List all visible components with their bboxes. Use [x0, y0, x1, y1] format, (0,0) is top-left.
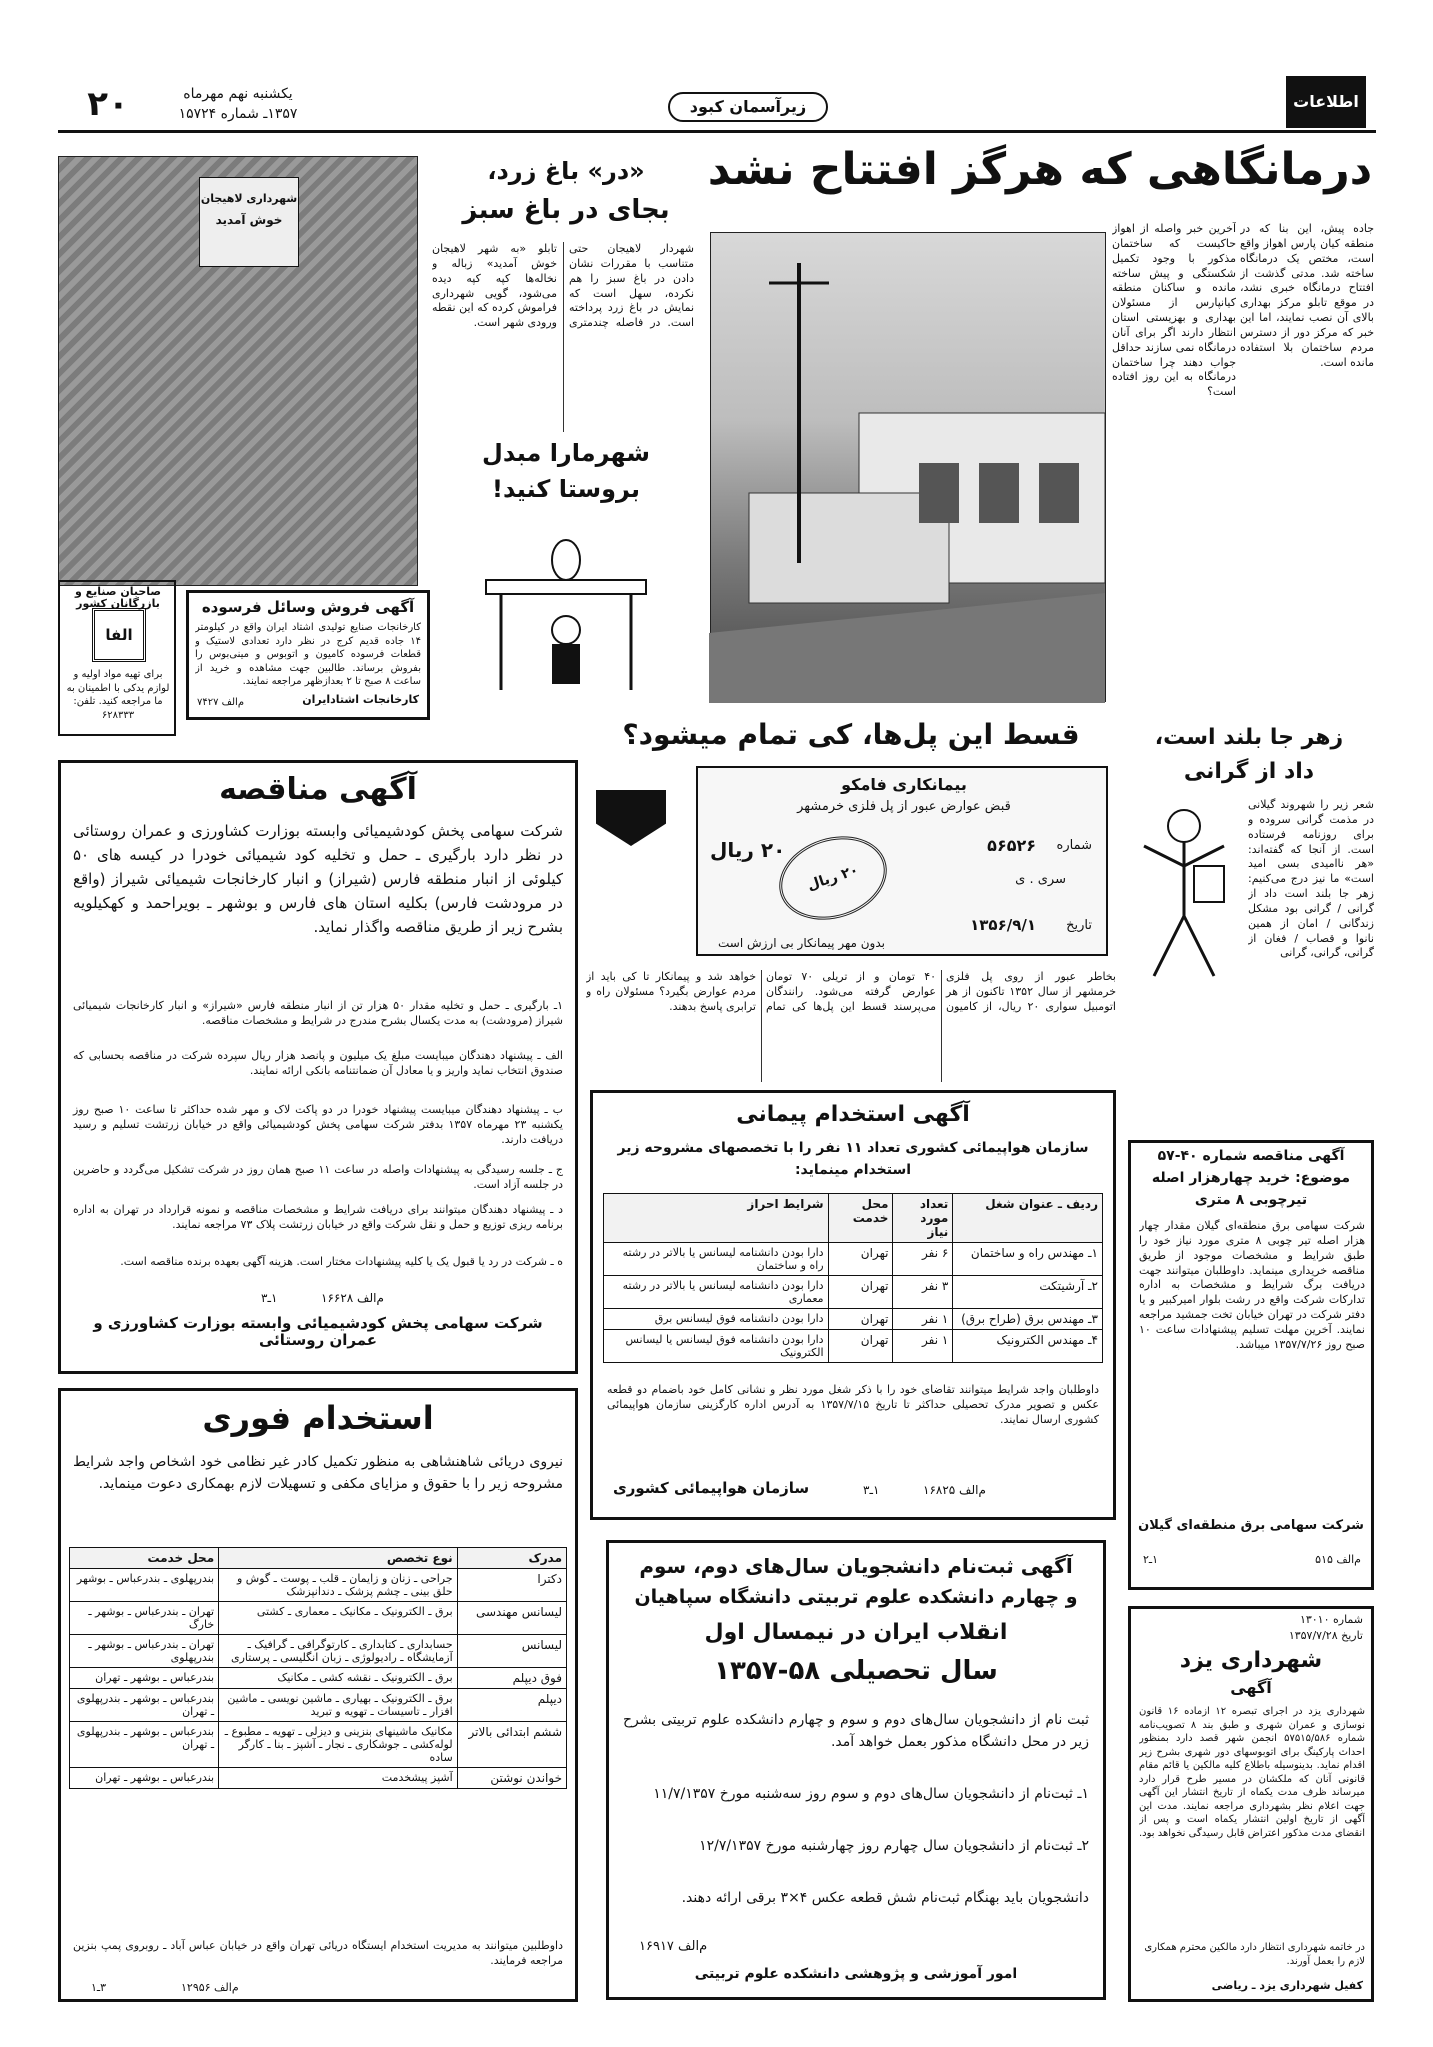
cell: ۲ـ آرشیتکت	[953, 1276, 1103, 1309]
cell: دکترا	[457, 1569, 566, 1602]
table-row	[604, 1276, 1103, 1309]
yazd-ad	[1128, 1606, 1374, 2002]
clinic-building-photo	[710, 232, 1106, 702]
table-row	[604, 1309, 1103, 1330]
aviation-header-location: محل خدمت	[828, 1194, 893, 1243]
urgent-ref-series: ۳ـ۱	[91, 1981, 107, 1994]
cell: تهران	[828, 1243, 893, 1276]
vehicle-sale-ref: م‌الف ۷۴۲۷	[197, 697, 245, 708]
vehicle-sale-title: آگهی فروش وسائل فرسوده	[201, 598, 415, 616]
gilan-subject-2: تیرچوبی ۸ متری	[1194, 1192, 1308, 1208]
table-row	[604, 1330, 1103, 1363]
cell: دارا بودن دانشنامه لیسانس یا بالاتر در رشته راه و ساختمان	[604, 1243, 829, 1276]
stamp-amount: ۲۰ ریال	[805, 862, 861, 894]
receipt-serial-label: شماره	[1056, 838, 1092, 853]
tender-item-1: ۱ـ بارگیری ـ حمل و تخلیه مقدار ۵۰ هزار تن از انبار منطقه فارس «شیراز» و انبار کارخانجات شیمیائی شیراز (مرودشت) به مدت یکسال بشرح مندرج در شرایط و مشخصات مناقصه.	[73, 999, 563, 1027]
aviation-table	[603, 1193, 1103, 1363]
aviation-signature: سازمان هواپیمائی کشوری	[613, 1479, 810, 1497]
tender-ref: م‌الف ۱۶۶۲۸	[321, 1291, 384, 1305]
yazd-number: شماره ۱۳۰۱۰	[1299, 1613, 1363, 1626]
cell: حسابداری ـ کتابداری ـ کارتوگرافی ـ گرافیک ـ آزمایشگاه ـ رادیولوژی ـ زبان انگلیسی ـ پرستاری	[219, 1635, 458, 1668]
installments-headline: قسط این پل‌ها، کی تمام میشود؟	[622, 718, 1080, 751]
table-row	[70, 1668, 567, 1689]
cell: بندرپهلوی ـ بندرعباس ـ بوشهر	[70, 1569, 219, 1602]
gilan-title: آگهی مناقصه شماره ۴۰-۵۷	[1157, 1148, 1345, 1164]
lamp-cartoon	[466, 520, 666, 700]
urgent-footer: داوطلبین میتوانند به مدیریت استخدام ایستگاه دریائی تهران واقع در خیابان عباس آباد ـ روبروی پمپ بنزین مراجعه فرمایند.	[73, 1939, 563, 1967]
cell: ۴ـ مهندس الکترونیک	[953, 1330, 1103, 1363]
bagh-text: شهردار لاهیجان حتی متناسب با مقررات نشان دادن در باغ سبز را هم نکرده، سهل است که نمایش در باغ زرد پرداخته است. در فاصله چندمتری تابلو «به شهر لاهیجان خوش آمدید» زباله و نخاله‌ها کپه کپه دیده می‌شود، گویی شهرداری فراموش کرده که این نقطه ورودی شهر است.	[432, 242, 694, 330]
aviation-header-count: تعداد مورد نیاز	[893, 1194, 953, 1243]
left-ad-title: صاحبان صنایع و بازرگانان کشور	[74, 585, 162, 611]
gilan-tender-ad	[1128, 1140, 1374, 1590]
sharmaram-headline-2: بروستا کنید!	[492, 475, 640, 503]
yazd-footer: در خاتمه شهرداری انتظار دارد مالکین محترم همکاری لازم را بعمل آورند.	[1144, 1942, 1365, 1967]
aviation-header-title: ردیف ـ عنوان شغل	[953, 1194, 1103, 1243]
table-row	[70, 1689, 567, 1722]
bagh-headline-1: «در» باغ زرد،	[487, 157, 645, 185]
cell: بندرعباس ـ بوشهر ـ بندرپهلوی ـ تهران	[70, 1689, 219, 1722]
cell: دارا بودن دانشنامه لیسانس یا بالاتر در رشته معماری	[604, 1276, 829, 1309]
urgent-header-location: محل خدمت	[70, 1548, 219, 1569]
sign-line-2: خوش آمدید	[215, 213, 283, 227]
cell: ۱ نفر	[893, 1330, 953, 1363]
aviation-title: آگهی استخدام پیمانی	[736, 1102, 970, 1127]
table-row	[70, 1602, 567, 1635]
cell: مکانیک ماشینهای بنزینی و دیزلی ـ تهویه ـ مطبوع ـ لوله‌کشی ـ جوشکاری ـ نجار ـ آشپز ـ بنا ـ کارگر ساده	[219, 1722, 458, 1768]
table-row	[70, 1635, 567, 1668]
university-intro: ثبت نام از دانشجویان سال‌های دوم و سوم و چهارم دانشکده علوم تربیتی بشرح زیر در محل دانشگاه مذکور بعمل خواهد آمد.	[623, 1712, 1089, 1751]
bagh-headline-2: بجای در باغ سبز	[462, 195, 670, 225]
gilan-subject-1: موضوع: خرید چهارهزار اصله	[1151, 1170, 1351, 1186]
issue-line: ۱۳۵۷ـ شماره ۱۵۷۲۴	[178, 106, 298, 122]
cell: جراحی ـ زنان و زایمان ـ قلب ـ پوست ـ گوش و حلق بینی ـ چشم پزشک ـ دندانپزشک	[219, 1569, 458, 1602]
vehicle-sale-ad	[186, 590, 430, 720]
urgent-table-header	[70, 1548, 567, 1569]
gilan-ref-series: ۱ـ۲	[1143, 1553, 1159, 1566]
bridge-receipt	[696, 766, 1108, 956]
cell: آشپز پیشخدمت	[219, 1768, 458, 1789]
cell: دارا بودن دانشنامه فوق لیسانس برق	[604, 1309, 829, 1330]
university-item-2: ۲ـ ثبت‌نام از دانشجویان سال چهارم روز چهارشنبه مورخ ۱۲/۷/۱۳۵۷	[699, 1838, 1089, 1854]
building-illustration	[709, 233, 1105, 703]
aviation-table-wrap	[603, 1193, 1103, 1363]
cell: خواندن نوشتن	[457, 1768, 566, 1789]
receipt-serial: ۵۶۵۲۶	[987, 836, 1036, 855]
table-row	[70, 1569, 567, 1602]
tender-title: آگهی مناقصه	[219, 772, 417, 807]
receipt-stamp	[768, 823, 897, 933]
tender-ref-series: ۱ـ۳	[261, 1291, 278, 1305]
yazd-title: شهرداری یزد	[1179, 1648, 1323, 1673]
urgent-header-specialty: نوع تخصص	[219, 1548, 458, 1569]
receipt-amount: ۲۰ ریال	[710, 838, 786, 862]
sign-line-1: شهرداری لاهیجان	[200, 192, 298, 205]
gilan-ref: م‌الف ۵۱۵	[1315, 1553, 1361, 1566]
cell: ۱ـ مهندس راه و ساختمان	[953, 1243, 1103, 1276]
urgent-ref: م‌الف ۱۲۹۵۶	[181, 1981, 239, 1994]
tender-signature: شرکت سهامی پخش کودشیمیائی وابسته بوزارت کشاورزی و عمران روستائی	[93, 1314, 543, 1349]
sharmaram-story	[438, 440, 694, 720]
cell: دیپلم	[457, 1689, 566, 1722]
vehicle-sale-signature: کارخانجات اشتادایران	[302, 693, 419, 706]
university-signature: امور آموزشی و پژوهشی دانشکده علوم تربیتی	[694, 1966, 1018, 1982]
masthead	[58, 84, 1376, 128]
cell: ۶ نفر	[893, 1243, 953, 1276]
poison-headline-1: زهر جا بلند است،	[1154, 725, 1344, 750]
welcome-sign	[199, 177, 299, 267]
date-line: یکشنبه نهم مهرماه	[183, 86, 293, 102]
aviation-subtitle: سازمان هواپیمائی کشوری تعداد ۱۱ نفر را با تخصصهای مشروحه زیر استخدام مینماید:	[617, 1140, 1089, 1179]
installments-story	[586, 720, 1116, 1085]
receipt-date-label: تاریخ	[1066, 918, 1092, 933]
receipt-footer: بدون مهر پیمانکار بی ارزش است	[718, 936, 885, 950]
table-row	[604, 1243, 1103, 1276]
aviation-ref: م‌الف ۱۶۸۲۵	[923, 1483, 986, 1497]
tender-item-3: ب ـ پیشنهاد دهندگان میبایست پیشنهاد خودرا در دو پاکت لاک و مهر شده حداکثر تا ساعت ۱۰ صبح روز یکشنبه ۲۳ مهرماه ۱۳۵۷ بدفتر شرکت سهامی پخش کودشیمیائی واقع در خیابان زرتشت تسلیم و رسید دریافت دارند.	[73, 1103, 563, 1146]
tender-item-5: د ـ پیشنهاد دهندگان میتوانند برای دریافت شرایط و مشخصات مناقصه و نمونه قرارداد در تهران به اداره برنامه ریزی توزیع و حمل و نقل شرکت واقع در خیابان زرتشت پلاک ۷۳ مراجعه نمایند.	[73, 1203, 563, 1231]
yazd-date: تاریخ ۱۳۵۷/۷/۲۸	[1288, 1629, 1363, 1642]
cell: فوق دیپلم	[457, 1668, 566, 1689]
urgent-hiring-ad	[58, 1388, 578, 2002]
left-ad	[58, 580, 176, 736]
receipt-series: سری . ی	[1015, 872, 1066, 887]
cell: بندرعباس ـ بوشهر ـ تهران	[70, 1668, 219, 1689]
cell: برق ـ الکترونیک ـ مکانیک ـ معماری ـ کشتی	[219, 1602, 458, 1635]
table-row	[70, 1722, 567, 1768]
receipt-date: ۱۳۵۶/۹/۱	[970, 916, 1036, 934]
poison-headline-2: داد از گرانی	[1183, 759, 1315, 784]
cell: تهران	[828, 1330, 893, 1363]
cell: تهران ـ بندرعباس ـ بوشهر ـ بندرپهلوی	[70, 1635, 219, 1668]
receipt-arrow	[596, 790, 666, 846]
cell: تهران	[828, 1276, 893, 1309]
sharmaram-headline-1: شهرمارا مبدل	[482, 439, 650, 467]
clinic-col-1: جاده پیش، این بنا که در منطقه کیان پارس اهواز واقع است، مختص یک درمانگاه ساخته شد. مدتی گذشت از افتتاح درمانگاه خبری نشد، در موقع تابلو مرکز بهداری بالای آن نصب نمایند، اما این خبر که مرکز دور از دسترس مردم ساختمان بلا استفاده مانده است.	[1240, 222, 1374, 369]
aviation-header-requirements: شرایط احراز	[604, 1194, 829, 1243]
tender-intro: شرکت سهامی پخش کودشیمیائی وابسته بوزارت کشاورزی و عمران روستائی در نظر دارد بارگیری ـ حمل و تخلیه کود شیمیائی خودرا در کیسه های ۵۰ کیلوئی از انبار منطقه فارس (شیراز) و انبار کارخانجات شیمیائی شیراز (واقع در مرودشت فارس) بکلیه استان های فارس و بوشهر ـ بویراحمد و کهکیلویه بشرح زیر از طریق مناقصه واگذار نماید.	[73, 822, 563, 936]
cell: تهران	[828, 1309, 893, 1330]
newspaper-logo: اطلاعات	[1286, 76, 1366, 128]
cell: ششم ابتدائی بالاتر	[457, 1722, 566, 1768]
vehicle-sale-text: کارخانجات صنایع تولیدی اشتاد ایران واقع در کیلومتر ۱۴ جاده قدیم کرج در نظر دارد تعدادی لاستیک و قطعات فرسوده کامیون و اتوبوس و مینی‌بوس را بفروش برساند. طالبین جهت مشاهده و خرید از ساعت ۸ صبح تا ۲ بعدازظهر مراجعه نمایند.	[195, 622, 421, 687]
yazd-signature: کفیل شهرداری یزد ـ ریاضی	[1211, 1979, 1363, 1992]
receipt-subtitle: قبض عوارض عبور از پل فلزی خرمشهر	[797, 799, 1011, 814]
yazd-subtitle: آگهی	[1230, 1678, 1272, 1697]
urgent-intro: نیروی دریائی شاهنشاهی به منظور تکمیل کادر غیر نظامی خود اشخاص واجد شرایط مشروحه زیر را با حقوق و مزایای مکفی و تسهیلات لازم بهمکاری دعوت مینماید.	[73, 1454, 563, 1493]
urgent-table-wrap	[69, 1547, 567, 1789]
left-ad-logo: الفا	[92, 608, 146, 662]
university-title-4: سال تحصیلی ۵۸-۱۳۵۷	[714, 1656, 998, 1686]
cell: بندرعباس ـ بوشهر ـ بندرپهلوی ـ تهران	[70, 1722, 219, 1768]
cell: ۱ نفر	[893, 1309, 953, 1330]
yazd-text: شهرداری یزد در اجرای تبصره ۱۲ ازماده ۱۶ قانون نوسازی و عمران شهری و طبق بند ۸ تصویب‌نامه شماره ۵۷۵۱۵/۵۸۶ انجمن شهر قصد دارد بمنظور احداث پارکینگ برای اتوبوسهای دور شهری بشرح زیر اقدام نماید. بدینوسیله باطلاع کلیه مالکین یا قائم مقام قانونی آنان که ملکشان در مسیر طرح قرار دارد میرساند ظرف مدت یکماه از تاریخ انتشار این آگهی جهت اعلام نظر بشهرداری مراجعه نمایند. مدت این آگهی از تاریخ اولین انتشار یکماه است و پس از انقضای مدت مذکور اعتراض قابل رسیدگی نخواهد بود.	[1139, 1706, 1365, 1839]
tender-item-6: ه ـ شرکت در رد یا قبول یک یا کلیه پیشنهادات مختار است. هزینه آگهی بعهده برنده مناقصه است.	[120, 1255, 563, 1268]
installments-text: بخاطر عبور از روی پل فلزی خرمشهر از سال ۱۳۵۲ تاکنون از هر اتومبیل سواری ۲۰ ریال، از کامیون ۴۰ تومان و از تریلی ۷۰ تومان عوارض گرفته می‌شود. رانندگان می‌پرسند قسط این پل‌ها کی تمام خواهد شد و پیمانکار تا کی باید از مردم عوارض بگیرد؟ مسئولان راه و ترابری پاسخ بدهند.	[586, 970, 1116, 1013]
masthead-rule	[58, 130, 1376, 133]
cell: لیسانس مهندسی	[457, 1602, 566, 1635]
clinic-headline: درمانگاهی که هرگز افتتاح نشد	[707, 144, 1373, 195]
aviation-table-header	[604, 1194, 1103, 1243]
university-item-1: ۱ـ ثبت‌نام از دانشجویان سال‌های دوم و سوم روز سه‌شنبه مورخ ۱۱/۷/۱۳۵۷	[653, 1786, 1089, 1802]
urgent-table	[69, 1547, 567, 1789]
tender-ad	[58, 760, 578, 1374]
cell: دارا بودن دانشنامه فوق لیسانس یا لیسانس الکترونیک	[604, 1330, 829, 1363]
poison-text: شعر زیر را شهروند گیلانی در مذمت گرانی سروده و برای روزنامه فرستاده است. از آنجا که گفته‌اند: «هر ناامیدی بسی امید است» ما نیز درج می‌کنیم: زهر جا بلند است داد از گرانی / گرانی بود مشکل زندگانی / امان از همین نانوا و قصاب / فغان از گرانی، گرانی، گرانی	[1248, 798, 1374, 960]
clinic-col-2: آخرین خبر واصله از اهواز حاکیست که ساختمان مذکور با وجود تکمیل شکستگی و پیش ساخته مانده و ساکنان منطقه کیانپارس از مسئولان بهداری و بهزیستی استان انتظار دارند اگر برای آنان درمانگاه نمی سازند حداقل جواب دهند چرا ساختمان درمانگاه به این روز افتاده است؟	[1112, 222, 1236, 399]
bagh-garbage-photo	[58, 156, 418, 586]
table-row	[70, 1768, 567, 1789]
cell: ۳ـ مهندس برق (طراح برق)	[953, 1309, 1103, 1330]
aviation-ref-series: ۱ـ۳	[863, 1483, 880, 1497]
cell: ۳ نفر	[893, 1276, 953, 1309]
university-title-3: انقلاب ایران در نیمسال اول	[704, 1620, 1008, 1645]
page-number: ۲۰	[87, 84, 129, 124]
cell: برق ـ الکترونیک ـ بهیاری ـ ماشین نویسی ـ ماشین افزار ـ تاسیسات ـ تهویه و تبرید	[219, 1689, 458, 1722]
gilan-text: شرکت سهامی برق منطقه‌ای گیلان مقدار چهار هزار اصله تیر چوبی ۸ متری مورد نیاز خود را طبق شرایط و مشخصات موجود از طریق مناقصه خریداری مینماید. داوطلبان میتوانند جهت دریافت برگ شرایط و مشخصات به اداره تدارکات شرکت واقع در رشت بلوار امیرکبیر و یا دفتر شرکت در تهران خیابان تخت جمشید مراجعه نمایند. آخرین مهلت تسلیم پیشنهادات ساعت ۱۰ صبح روز ۱۳۵۷/۷/۲۶ میباشد.	[1139, 1219, 1365, 1351]
university-title-1: آگهی ثبت‌نام دانشجویان سال‌های دوم، سوم	[639, 1554, 1073, 1578]
urgent-title: استخدام فوری	[202, 1399, 434, 1437]
poison-cartoon	[1124, 796, 1244, 996]
cell: لیسانس	[457, 1635, 566, 1668]
poison-story	[1124, 716, 1374, 1136]
cell: برق ـ الکترونیک ـ نقشه کشی ـ مکانیک	[219, 1668, 458, 1689]
tender-item-2: الف ـ پیشنهاد دهندگان میبایست مبلغ یک میلیون و پانصد هزار ریال سپرده شرکت در مناقصه بحسابی که صندوق انتخاب نماید واریز و یا معادل آن ضمانتنامه بانکی ارائه نمایند.	[73, 1049, 563, 1077]
university-title-2: و چهارم دانشکده علوم تربیتی دانشگاه سپاهیان	[634, 1586, 1078, 1608]
cell: بندرعباس ـ بوشهر ـ تهران	[70, 1768, 219, 1789]
tender-item-4: ج ـ جلسه رسیدگی به پیشنهادات واصله در ساعت ۱۱ صبح همان روز در شرکت تشکیل می‌گردد و حاضرین در جلسه آزاد است.	[73, 1163, 563, 1191]
aviation-ad	[590, 1090, 1116, 1520]
aviation-footer: داوطلبان واجد شرایط میتوانند تقاضای خود را با ذکر شغل مورد نظر و نشانی کامل خود باضمام دو قطعه عکس و تصویر مدرک تحصیلی حداکثر تا تاریخ ۱۳۵۷/۷/۱۵ به آدرس اداره کارگزینی سازمان هواپیمائی کشوری ارسال نمایند.	[607, 1383, 1099, 1426]
gilan-signature: شرکت سهامی برق منطقه‌ای گیلان	[1138, 1518, 1364, 1533]
cell: تهران ـ بندرعباس ـ بوشهر ـ خارگ	[70, 1602, 219, 1635]
university-ref: م‌الف ۱۶۹۱۷	[639, 1939, 708, 1954]
university-item-3: دانشجویان باید بهنگام ثبت‌نام شش قطعه عکس ۴×۳ برقی ارائه دهند.	[681, 1890, 1089, 1906]
receipt-company: بیمانکاری فامکو	[841, 775, 967, 794]
section-title: زیرآسمان کبود	[668, 92, 828, 122]
clinic-story	[706, 142, 1374, 707]
urgent-header-degree: مدرک	[457, 1548, 566, 1569]
university-ad	[606, 1540, 1106, 2000]
left-ad-text: برای تهیه مواد اولیه و لوازم یدکی با اطمینان به ما مراجعه کنید. تلفن: ۶۲۸۳۳۳	[66, 669, 170, 721]
